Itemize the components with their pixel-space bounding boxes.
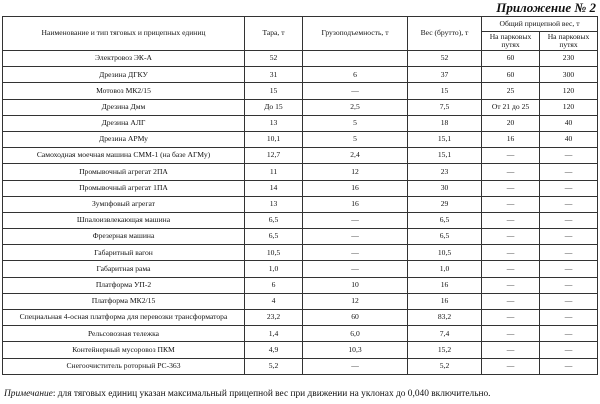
cell-name: Фрезерная машина [3, 229, 245, 245]
cell-gradient: — [540, 342, 598, 358]
cell-tare: 52 [245, 51, 303, 67]
appendix-title: Приложение № 2 [496, 0, 596, 15]
cell-name: Рельсовозная тележка [3, 326, 245, 342]
cell-gradient: — [540, 148, 598, 164]
table-row [3, 83, 598, 99]
cell-tare: 6,5 [245, 229, 303, 245]
cell-gradient: 300 [540, 67, 598, 83]
cell-gradient: 230 [540, 51, 598, 67]
cell-gradient: — [540, 326, 598, 342]
cell-capacity: 5 [303, 131, 408, 147]
cell-gross: 6,5 [408, 229, 482, 245]
cell-tare: 14 [245, 180, 303, 196]
cell-tare: 23,2 [245, 310, 303, 326]
cell-tare: До 15 [245, 99, 303, 115]
header-park: На парковых путях [482, 32, 540, 51]
cell-park: — [482, 164, 540, 180]
cell-tare: 15 [245, 83, 303, 99]
cell-capacity: 5 [303, 115, 408, 131]
cell-name: Дрезина Дмм [3, 99, 245, 115]
cell-gross: 37 [408, 67, 482, 83]
cell-park: — [482, 310, 540, 326]
cell-gross: 10,5 [408, 245, 482, 261]
cell-park: — [482, 342, 540, 358]
table-row [3, 51, 598, 67]
cell-gradient: 40 [540, 131, 598, 147]
cell-gross: 15,1 [408, 131, 482, 147]
cell-name: Шпалоизвлекающая машина [3, 212, 245, 228]
cell-gross: 1,0 [408, 261, 482, 277]
cell-park: 25 [482, 83, 540, 99]
table-row [3, 180, 598, 196]
cell-tare: 4,9 [245, 342, 303, 358]
table-row [3, 310, 598, 326]
table-row [3, 277, 598, 293]
cell-gross: 6,5 [408, 212, 482, 228]
table-row [3, 342, 598, 358]
cell-capacity: — [303, 245, 408, 261]
cell-tare: 6 [245, 277, 303, 293]
cell-gross: 16 [408, 277, 482, 293]
table-row [3, 196, 598, 212]
cell-gradient: — [540, 180, 598, 196]
table-row [3, 326, 598, 342]
cell-park: — [482, 229, 540, 245]
rolling-stock-table [2, 16, 598, 375]
cell-tare: 13 [245, 115, 303, 131]
cell-gradient: 120 [540, 99, 598, 115]
table-row [3, 229, 598, 245]
cell-name: Дрезина АРМу [3, 131, 245, 147]
cell-tare: 6,5 [245, 212, 303, 228]
table-row [3, 164, 598, 180]
cell-park: 20 [482, 115, 540, 131]
cell-gross: 5,2 [408, 358, 482, 374]
cell-park: 60 [482, 67, 540, 83]
table-body [3, 51, 598, 375]
cell-park: — [482, 180, 540, 196]
cell-capacity: 12 [303, 164, 408, 180]
cell-tare: 11 [245, 164, 303, 180]
cell-gross: 18 [408, 115, 482, 131]
cell-capacity: 2,5 [303, 99, 408, 115]
cell-capacity: 6 [303, 67, 408, 83]
table-row [3, 358, 598, 374]
cell-park: — [482, 277, 540, 293]
footnote-label: Примечание [4, 389, 53, 399]
cell-capacity: — [303, 261, 408, 277]
cell-tare: 4 [245, 293, 303, 309]
cell-name: Самоходная моечная машина СММ-1 (на базе АГМу) [3, 148, 245, 164]
cell-capacity: 60 [303, 310, 408, 326]
cell-gross: 7,5 [408, 99, 482, 115]
cell-name: Электровоз ЭК-А [3, 51, 245, 67]
cell-tare: 10,1 [245, 131, 303, 147]
cell-park: 16 [482, 131, 540, 147]
cell-name: Промывочный агрегат 1ПА [3, 180, 245, 196]
table-row [3, 99, 598, 115]
cell-tare: 12,7 [245, 148, 303, 164]
cell-gross: 83,2 [408, 310, 482, 326]
cell-name: Платформа УП-2 [3, 277, 245, 293]
cell-name: Специальная 4-осная платформа для перевозки трансформатора [3, 310, 245, 326]
cell-gradient: — [540, 310, 598, 326]
cell-capacity: — [303, 212, 408, 228]
header-trailer-group: Общий прицепной вес, т [482, 17, 598, 32]
cell-gradient: — [540, 229, 598, 245]
header-name: Наименование и тип тяговых и прицепных единиц [3, 17, 245, 51]
cell-park: — [482, 293, 540, 309]
cell-gradient: — [540, 212, 598, 228]
table-row [3, 67, 598, 83]
cell-gross: 23 [408, 164, 482, 180]
cell-capacity: — [303, 229, 408, 245]
cell-park: — [482, 261, 540, 277]
cell-tare: 1,0 [245, 261, 303, 277]
cell-park: 60 [482, 51, 540, 67]
cell-capacity: — [303, 83, 408, 99]
cell-capacity: 6,0 [303, 326, 408, 342]
cell-gross: 30 [408, 180, 482, 196]
cell-name: Дрезина ДГКУ [3, 67, 245, 83]
cell-gross: 29 [408, 196, 482, 212]
cell-gross: 15,2 [408, 342, 482, 358]
header-tare: Тара, т [245, 17, 303, 51]
footnote [4, 389, 491, 400]
cell-capacity: 12 [303, 293, 408, 309]
header-gradient: На парковых путях [540, 32, 598, 51]
table-row [3, 212, 598, 228]
cell-park: — [482, 358, 540, 374]
cell-name: Мотовоз МК2/15 [3, 83, 245, 99]
cell-name: Габаритный вагон [3, 245, 245, 261]
cell-park: — [482, 326, 540, 342]
cell-park: — [482, 196, 540, 212]
cell-gross: 52 [408, 51, 482, 67]
cell-gradient: 40 [540, 115, 598, 131]
cell-capacity: 10,3 [303, 342, 408, 358]
cell-capacity: 10 [303, 277, 408, 293]
cell-capacity: 2,4 [303, 148, 408, 164]
cell-gross: 15 [408, 83, 482, 99]
cell-gradient: — [540, 164, 598, 180]
table-row [3, 131, 598, 147]
cell-capacity: — [303, 358, 408, 374]
cell-gross: 16 [408, 293, 482, 309]
cell-gradient: — [540, 358, 598, 374]
cell-name: Снегоочиститель роторный РС-363 [3, 358, 245, 374]
cell-tare: 1,4 [245, 326, 303, 342]
cell-gradient: — [540, 293, 598, 309]
cell-gradient: — [540, 261, 598, 277]
header-capacity: Грузоподъемность, т [303, 17, 408, 51]
cell-name: Дрезина АЛГ [3, 115, 245, 131]
footnote-text: : для тяговых единиц указан максимальный прицепной вес при движении на уклонах до 0,040 включительно. [52, 389, 491, 399]
cell-name: Габаритная рама [3, 261, 245, 277]
cell-tare: 5,2 [245, 358, 303, 374]
cell-gradient: — [540, 245, 598, 261]
cell-name: Платформа МК2/15 [3, 293, 245, 309]
cell-tare: 31 [245, 67, 303, 83]
cell-capacity [303, 51, 408, 67]
cell-capacity: 16 [303, 180, 408, 196]
table-row [3, 148, 598, 164]
cell-name: Зумпфовый агрегат [3, 196, 245, 212]
header-gross: Вес (брутто), т [408, 17, 482, 51]
cell-capacity: 16 [303, 196, 408, 212]
cell-park: — [482, 212, 540, 228]
cell-park: От 21 до 25 [482, 99, 540, 115]
cell-gross: 7,4 [408, 326, 482, 342]
cell-gradient: — [540, 277, 598, 293]
cell-name: Контейнерный мусоровоз ПКМ [3, 342, 245, 358]
table-row [3, 261, 598, 277]
table-row [3, 245, 598, 261]
cell-gradient: 120 [540, 83, 598, 99]
cell-gradient: — [540, 196, 598, 212]
table-row [3, 293, 598, 309]
cell-tare: 10,5 [245, 245, 303, 261]
table-row [3, 115, 598, 131]
cell-tare: 13 [245, 196, 303, 212]
cell-park: — [482, 148, 540, 164]
cell-name: Промывочный агрегат 2ПА [3, 164, 245, 180]
cell-gross: 15,1 [408, 148, 482, 164]
cell-park: — [482, 245, 540, 261]
